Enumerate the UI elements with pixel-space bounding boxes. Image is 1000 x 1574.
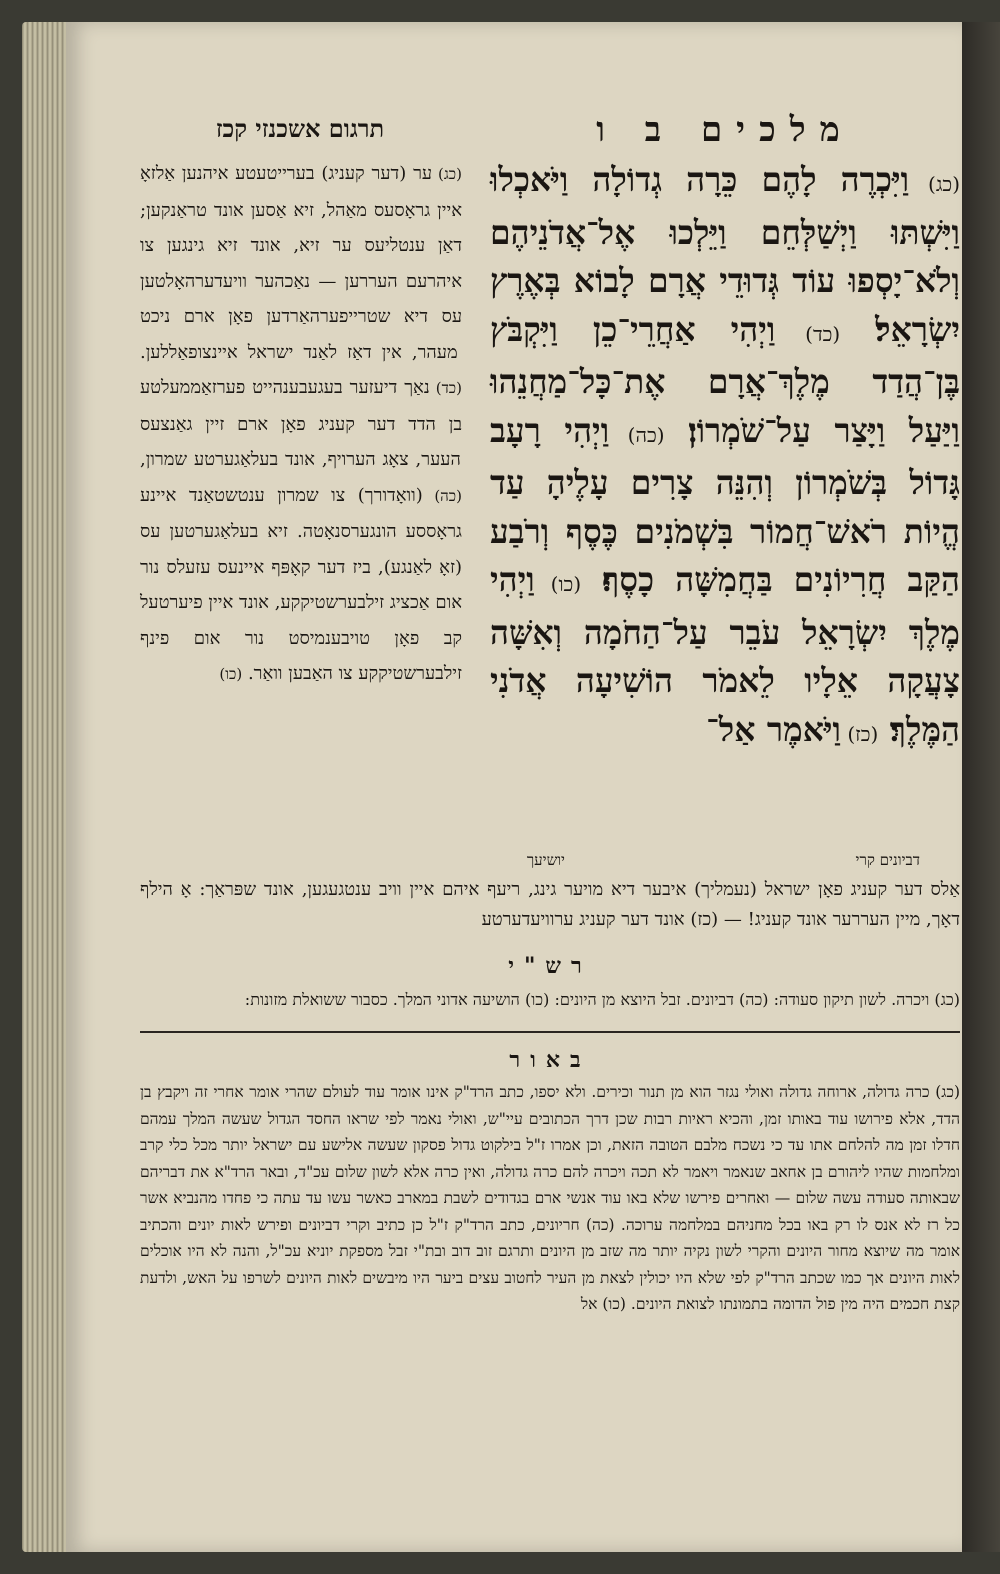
verse-number: (כה) <box>422 486 462 505</box>
verse-number: (כה) <box>609 422 665 447</box>
hebrew-text-column <box>490 156 960 758</box>
rashi-commentary: (כג) ויכרה. לשון תיקון סעודה: (כה) דביונים. זבל היוצא מן היונים: (כו) הושיעה אדוני המלך. כסבור ששואלת מזונות: <box>244 990 960 1009</box>
translation-text: ער (דער קעניג) בערייטעטע איהנען אַלזאָ איין גראָסעס מאַהל, זיא אַסען אונד טראַנקען; דאַן ענטליעס ער זיא, אונד זיא גינגען צו איהרעם העררען — נאַכהער וויעדערהאָלטען עס דיא שטרייפערהאַרדען פאָן ארם ניכט מעהר, אין דאַז לאַנד ישראל איינצופאַללען. <box>140 163 462 363</box>
verse-text: וַיְהִי רָעָב גָּדוֹל בְּשֹׁמְרוֹן וְהִנֵּה צָרִים עָלֶיהָ עַד הֱיוֹת רֹאשׁ־חֲמוֹר בִּשְׁמֹנִים כֶּסֶף וְרֹבַע הַקַּב חֲרִיוֹנִים בַּחֲמִשָּׁה כָסֶף׃ <box>490 410 960 599</box>
ktiv-note: יושיעך <box>526 851 565 869</box>
verse-number: (כד) <box>775 321 841 346</box>
book-page-edges <box>22 22 72 1552</box>
verse-number: (כג) <box>909 172 961 196</box>
translation-text: (וואָדורך) צו שמרון ענטשטאַנד איינע גראָססע הונגערסנאָטה. זיא בעלאַגערטען עס (זאָ לאַנגע), ביז דער קאָפּף איינעס עזעלס נור אום אַכציג זילבערשטיקקע, אונד איין פיערטעל קב פאָן טויבענמיסט נור אום פינף זילבערשטיקקע צו האַבען וואַר. <box>140 484 462 684</box>
verse-text: וַיְהִי אַחֲרֵי־כֵן וַיִּקְבֹּץ בֶּן־הֲדַד מֶלֶךְ־אֲרָם אֶת־כָּל־מַחֲנֵהוּ וַיַּעַל וַיָּצַר עַל־שֹׁמְרוֹן׃ <box>490 309 960 450</box>
marginal-notes <box>140 851 960 875</box>
yiddish-translation-column <box>140 156 462 693</box>
translation-text: אַלס דער קעניג פאָן ישראל (נעמליך) איבער דיא מויער גינג, ריעף איהם איין וויב ענטגעגען, אונד שפּראַך: אָ הילף דאָך, מיין העררער אונד קעניג! — <box>140 879 960 930</box>
translation-text: נאַך דיעזער בעגעבענהייט פערזאַממעלטע בן הדד דער קעניג פאָן ארם זיין גאַנצעס העער, צאָג הערויף, אונד בעלאַגערטע שמרון, <box>140 377 462 470</box>
facing-page-edge <box>962 22 1000 1552</box>
biur-heading: באור <box>509 1047 591 1073</box>
running-header <box>140 110 960 156</box>
verse-number: (כז) <box>684 909 719 930</box>
header-translation-page: תרגום אשכנזי קכז <box>215 114 385 143</box>
verse-number: (כז) <box>840 721 879 746</box>
translation-text: אונד דער קעניג ערוויעדערטע <box>481 909 685 930</box>
two-column-body <box>140 156 960 851</box>
verse-number: (כו) <box>219 665 243 683</box>
biur-commentary: (כג) כרה גדולה, ארוחה גדולה ואולי נגזר הוא מן תנור וכירים. ולא יספו, כתב הרד"ק אינו אומר עוד לעולם שהרי אומר אחרי זה ויקבץ בן הדד, אלא פירושו עוד באותו זמן, והכיא ראיות רבות שכן דרך הכתובים עיי"ש, ואולי נאמר לפי שראו החסד הגדול שעשה המלך עמהם חדלו זמן מה להלחם אתו עד כי נשכח מלבם הטובה הזאת, וכן אמרו ז"ל בילקוט גדול פסקון שעשה אלישע עם ישראל יותר מכל כלי קרב ומלחמות שהיו ליהורם בן אחאב שנאמר ויאמר לא תכה ויכרה להם כרה גדולה, ואין כרה אלא לשון שלום עכ"ד, ובאר הרד"א את דבריהם שבאותה סעודה עשה שלום — ואחרים פירשו שלא באו עוד אנשי ארם בגדודים לשבת במארב כאשר עשו עד עתה כי פחדו מהנביא אשר כל רז לא אנס לו רק באו בכל מחניהם במלחמה ערוכה. (כה) חריונים, כתב הרד"ק ז"ל כן כתיב וקרי דביונים ופירש לאות יונים והכתיב אומר מה שיוצא מחור היונים והקרי לשון נקיה יותר מה שזב מן היונים ותרגם זוב דוב ובת"י זבל מספקת יוניא עכ"ל, והנה לא היו אוכלים לאות היונים אך כמו שכתב הרד"ק לפי שלא היו יכולין לצאת מן העיר לחטוב עצים ביער היו מיבשים לאות היונים לשרפו על האש, ולדעת קצת חכמים היה מין פול הדומה בתמונתו לצואת היונים. (כו) אל <box>140 1083 960 1313</box>
verse-text: וַיֹּאמֶר אַל־ <box>706 709 841 749</box>
verse-number: (כג) <box>432 165 462 183</box>
section-divider <box>140 1031 960 1033</box>
yiddish-continuation <box>140 875 960 935</box>
page-content <box>140 110 960 1318</box>
verse-text: וַיִּכְרֶה לָהֶם כֵּרָה גְדוֹלָה וַיֹּאכְלוּ וַיִּשְׁתּוּ וַיְשַׁלְּחֵם וַיֵּלְכוּ אֶל־אֲדֹנֵיהֶם וְלֹא־יָסְפוּ עוֹד גְּדוּדֵי אֲרָם לָבוֹא בְּאֶרֶץ יִשְׂרָאֵל׃ <box>490 160 961 349</box>
rashi-heading: רש"י <box>508 953 592 979</box>
verse-text: וַיְהִי מֶלֶךְ יִשְׂרָאֵל עֹבֵר עַל־הַחֹמָה וְאִשָּׁה צָעֲקָה אֵלָיו לֵאמֹר הוֹשִׁיעָה אֲדֹנִי הַמֶּלֶךְ׃ <box>490 560 960 749</box>
header-book-chapter: מלכים ב ו <box>596 110 854 150</box>
verse-number: (כו) <box>534 572 582 596</box>
verse-number: (כד) <box>429 379 462 397</box>
qere-note: דביונים קרי <box>855 851 920 869</box>
